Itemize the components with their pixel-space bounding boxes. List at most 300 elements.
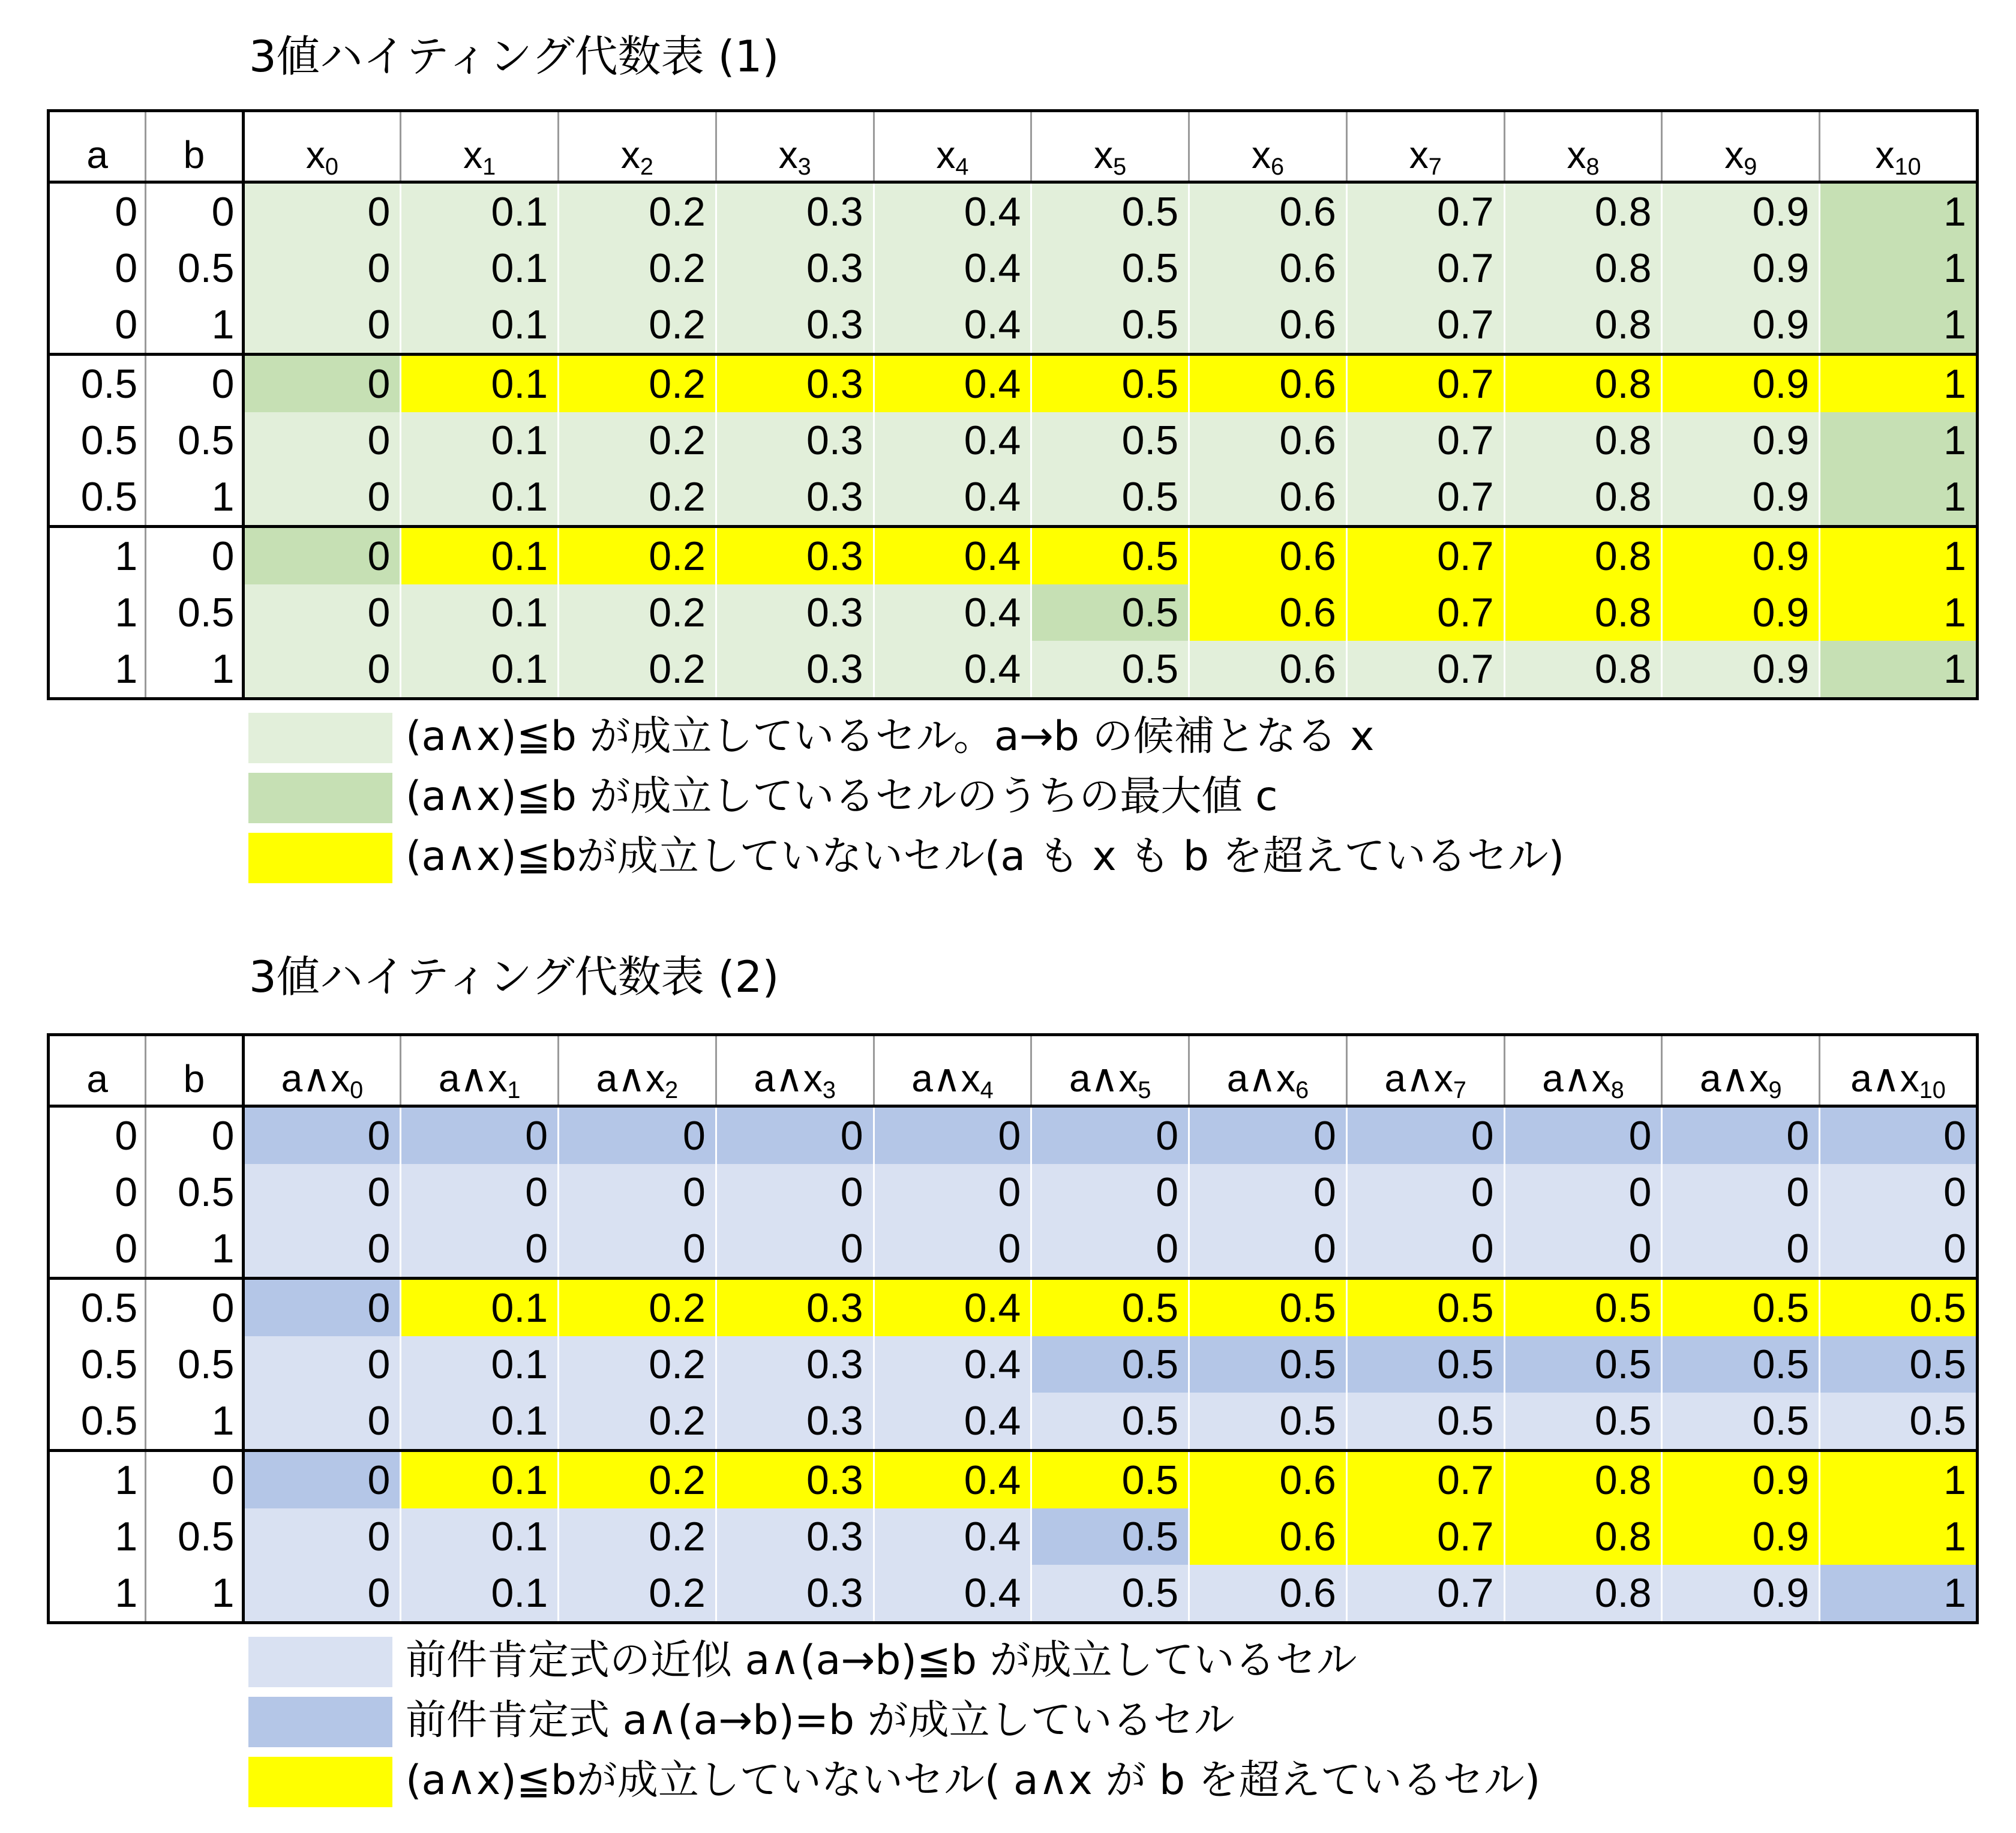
column-index: 8 <box>1586 154 1600 181</box>
value-cell: 0.3 <box>716 240 874 296</box>
table-row <box>49 1220 1978 1279</box>
column-index: 5 <box>1138 1077 1151 1104</box>
value-cell: 0.2 <box>559 527 716 585</box>
column-index: 7 <box>1428 154 1442 181</box>
cell-a: 0.5 <box>49 1336 146 1393</box>
cell-b: 0 <box>146 1106 243 1165</box>
value-cell: 0 <box>1662 1164 1820 1220</box>
table-row <box>49 1279 1978 1337</box>
value-cell: 0.8 <box>1504 182 1662 241</box>
column-prefix: a∧x <box>1700 1057 1769 1100</box>
cell-b: 0.5 <box>146 240 243 296</box>
legend-swatch <box>248 773 392 823</box>
value-cell: 0.5 <box>1031 1508 1189 1565</box>
column-header <box>1189 111 1347 182</box>
value-cell: 0.7 <box>1346 355 1504 413</box>
legend-text: (a∧x)≦bが成立していないセル(a も x も b を超えているセル) <box>406 833 1565 880</box>
value-cell: 0.8 <box>1504 412 1662 469</box>
value-cell: 0 <box>1820 1106 1978 1165</box>
column-prefix: x <box>463 133 483 176</box>
value-cell: 0.2 <box>559 1565 716 1623</box>
value-cell: 0.9 <box>1662 1565 1820 1623</box>
value-cell: 0 <box>401 1220 559 1279</box>
value-cell: 0.5 <box>1504 1279 1662 1337</box>
value-cell: 0.2 <box>559 240 716 296</box>
value-cell: 0.3 <box>716 1393 874 1451</box>
column-prefix: x <box>1251 133 1271 176</box>
value-cell: 0 <box>1820 1220 1978 1279</box>
value-cell: 0 <box>1189 1164 1347 1220</box>
legend-swatch <box>248 1757 392 1807</box>
column-index: 3 <box>797 154 811 181</box>
value-cell: 0 <box>243 527 401 585</box>
column-index: 10 <box>1919 1077 1946 1104</box>
column-header <box>1820 1035 1978 1106</box>
column-index: 3 <box>822 1077 836 1104</box>
value-cell: 0.5 <box>1031 296 1189 355</box>
table-row <box>49 1393 1978 1451</box>
table-row <box>49 1106 1978 1165</box>
column-index: 4 <box>980 1077 994 1104</box>
value-cell: 0.4 <box>874 1336 1031 1393</box>
value-cell: 0.8 <box>1504 469 1662 527</box>
value-cell: 0.8 <box>1504 584 1662 641</box>
value-cell: 0 <box>243 1279 401 1337</box>
value-cell: 0.8 <box>1504 527 1662 585</box>
value-cell: 0 <box>559 1220 716 1279</box>
column-header <box>1504 111 1662 182</box>
value-cell: 0.2 <box>559 641 716 699</box>
value-cell: 1 <box>1820 1508 1978 1565</box>
table-row <box>49 1565 1978 1623</box>
column-header <box>1504 1035 1662 1106</box>
heyting-table-2 <box>47 1033 1979 1624</box>
column-prefix: a∧x <box>911 1057 980 1100</box>
table-row <box>49 469 1978 527</box>
value-cell: 0.9 <box>1662 469 1820 527</box>
column-index: 1 <box>482 154 496 181</box>
column-prefix: x <box>1094 133 1114 176</box>
legend-text: (a∧x)≦b が成立しているセル。a→b の候補となる x <box>406 713 1375 760</box>
cell-a: 1 <box>49 584 146 641</box>
cell-b: 1 <box>146 296 243 355</box>
value-cell: 0.4 <box>874 469 1031 527</box>
value-cell: 1 <box>1820 240 1978 296</box>
value-cell: 0.4 <box>874 1279 1031 1337</box>
value-cell: 0 <box>1346 1106 1504 1165</box>
cell-b: 0 <box>146 1279 243 1337</box>
value-cell: 1 <box>1820 1451 1978 1509</box>
value-cell: 0 <box>243 469 401 527</box>
value-cell: 0 <box>1031 1164 1189 1220</box>
cell-b: 0.5 <box>146 1508 243 1565</box>
column-index: 0 <box>325 154 338 181</box>
value-cell: 0.4 <box>874 240 1031 296</box>
value-cell: 0.8 <box>1504 1565 1662 1623</box>
value-cell: 0.6 <box>1189 296 1347 355</box>
table-row <box>49 1508 1978 1565</box>
value-cell: 0 <box>243 412 401 469</box>
cell-a: 0.5 <box>49 1393 146 1451</box>
value-cell: 0.5 <box>1662 1336 1820 1393</box>
column-prefix: a∧x <box>596 1057 665 1100</box>
value-cell: 0 <box>1504 1220 1662 1279</box>
value-cell: 0.2 <box>559 1508 716 1565</box>
value-cell: 0 <box>401 1164 559 1220</box>
value-cell: 0.5 <box>1504 1336 1662 1393</box>
value-cell: 0.7 <box>1346 641 1504 699</box>
value-cell: 0.4 <box>874 1565 1031 1623</box>
cell-a: 1 <box>49 1508 146 1565</box>
value-cell: 0.5 <box>1031 1393 1189 1451</box>
legend-swatch <box>248 713 392 763</box>
value-cell: 0.7 <box>1346 1508 1504 1565</box>
column-prefix: a∧x <box>1069 1057 1138 1100</box>
value-cell: 1 <box>1820 469 1978 527</box>
column-header <box>1031 111 1189 182</box>
cell-b: 0 <box>146 527 243 585</box>
value-cell: 0.6 <box>1189 355 1347 413</box>
table-row <box>49 412 1978 469</box>
value-cell: 0.5 <box>1031 355 1189 413</box>
column-prefix: a∧x <box>1850 1057 1919 1100</box>
header-a: a <box>49 1035 146 1106</box>
cell-b: 0 <box>146 355 243 413</box>
value-cell: 0.4 <box>874 182 1031 241</box>
legend-swatch <box>248 833 392 883</box>
value-cell: 0.4 <box>874 584 1031 641</box>
value-cell: 0.5 <box>1031 1336 1189 1393</box>
value-cell: 0 <box>243 182 401 241</box>
value-cell: 0.2 <box>559 182 716 241</box>
value-cell: 0.4 <box>874 641 1031 699</box>
cell-a: 0 <box>49 1164 146 1220</box>
value-cell: 0 <box>243 240 401 296</box>
cell-b: 0.5 <box>146 1164 243 1220</box>
column-index: 6 <box>1295 1077 1309 1104</box>
value-cell: 0 <box>716 1164 874 1220</box>
value-cell: 0.9 <box>1662 412 1820 469</box>
value-cell: 0.1 <box>401 1393 559 1451</box>
header-a: a <box>49 111 146 182</box>
value-cell: 0.3 <box>716 1279 874 1337</box>
value-cell: 0.9 <box>1662 641 1820 699</box>
value-cell: 0 <box>874 1220 1031 1279</box>
value-cell: 0 <box>243 1451 401 1509</box>
value-cell: 0 <box>243 1393 401 1451</box>
table-row <box>49 1164 1978 1220</box>
value-cell: 0 <box>1189 1220 1347 1279</box>
column-prefix: x <box>620 133 640 176</box>
value-cell: 0.5 <box>1031 641 1189 699</box>
column-index: 10 <box>1894 154 1921 181</box>
value-cell: 0.4 <box>874 412 1031 469</box>
value-cell: 0 <box>1662 1106 1820 1165</box>
value-cell: 0.1 <box>401 1336 559 1393</box>
cell-b: 0.5 <box>146 1336 243 1393</box>
value-cell: 0.4 <box>874 296 1031 355</box>
cell-a: 0 <box>49 1220 146 1279</box>
value-cell: 0.9 <box>1662 1508 1820 1565</box>
header-b: b <box>146 111 243 182</box>
column-prefix: x <box>305 133 325 176</box>
column-header <box>1820 111 1978 182</box>
value-cell: 0.6 <box>1189 182 1347 241</box>
column-header <box>401 1035 559 1106</box>
value-cell: 0.3 <box>716 1451 874 1509</box>
value-cell: 0 <box>1346 1164 1504 1220</box>
value-cell: 0 <box>243 584 401 641</box>
value-cell: 0 <box>1662 1220 1820 1279</box>
column-header <box>716 111 874 182</box>
table-row <box>49 641 1978 699</box>
table-row <box>49 182 1978 241</box>
value-cell: 0.5 <box>1031 1451 1189 1509</box>
value-cell: 0.5 <box>1031 1279 1189 1337</box>
value-cell: 0.1 <box>401 1279 559 1337</box>
value-cell: 0 <box>1346 1220 1504 1279</box>
value-cell: 0.6 <box>1189 1508 1347 1565</box>
value-cell: 0.1 <box>401 641 559 699</box>
column-prefix: a∧x <box>1542 1057 1611 1100</box>
cell-b: 1 <box>146 1565 243 1623</box>
column-prefix: x <box>1567 133 1586 176</box>
value-cell: 0.1 <box>401 1508 559 1565</box>
column-index: 7 <box>1453 1077 1466 1104</box>
column-index: 8 <box>1610 1077 1624 1104</box>
table-row <box>49 240 1978 296</box>
value-cell: 0.7 <box>1346 469 1504 527</box>
value-cell: 1 <box>1820 296 1978 355</box>
value-cell: 0.9 <box>1662 527 1820 585</box>
cell-a: 0.5 <box>49 1279 146 1337</box>
value-cell: 1 <box>1820 1565 1978 1623</box>
column-prefix: a∧x <box>438 1057 508 1100</box>
value-cell: 0.3 <box>716 355 874 413</box>
value-cell: 0.2 <box>559 584 716 641</box>
legend-text: 前件肯定式の近似 a∧(a→b)≦b が成立しているセル <box>406 1637 1357 1684</box>
value-cell: 0.5 <box>1031 412 1189 469</box>
value-cell: 1 <box>1820 641 1978 699</box>
value-cell: 0 <box>243 1336 401 1393</box>
legend-text: 前件肯定式 a∧(a→b)=b が成立しているセル <box>406 1697 1235 1744</box>
value-cell: 0.9 <box>1662 240 1820 296</box>
value-cell: 0.5 <box>1031 527 1189 585</box>
value-cell: 0 <box>559 1106 716 1165</box>
column-prefix: x <box>936 133 956 176</box>
value-cell: 0.7 <box>1346 527 1504 585</box>
table2-title: 3値ハイティング代数表 (2) <box>249 952 779 1002</box>
value-cell: 0.3 <box>716 296 874 355</box>
value-cell: 0.1 <box>401 412 559 469</box>
value-cell: 0.3 <box>716 412 874 469</box>
value-cell: 0 <box>559 1164 716 1220</box>
value-cell: 0.9 <box>1662 584 1820 641</box>
value-cell: 0.5 <box>1820 1279 1978 1337</box>
column-header <box>716 1035 874 1106</box>
cell-a: 0 <box>49 296 146 355</box>
column-index: 9 <box>1744 154 1757 181</box>
legend-text: (a∧x)≦bが成立していないセル( a∧x が b を超えているセル) <box>406 1757 1541 1804</box>
value-cell: 0.4 <box>874 1393 1031 1451</box>
value-cell: 0 <box>243 1508 401 1565</box>
value-cell: 0.1 <box>401 1451 559 1509</box>
cell-b: 1 <box>146 469 243 527</box>
value-cell: 0.7 <box>1346 182 1504 241</box>
value-cell: 1 <box>1820 584 1978 641</box>
value-cell: 0.5 <box>1346 1393 1504 1451</box>
value-cell: 0.1 <box>401 469 559 527</box>
column-index: 1 <box>507 1077 521 1104</box>
value-cell: 0 <box>874 1164 1031 1220</box>
value-cell: 1 <box>1820 355 1978 413</box>
value-cell: 0 <box>243 1106 401 1165</box>
column-header <box>243 111 401 182</box>
value-cell: 0.6 <box>1189 641 1347 699</box>
cell-b: 1 <box>146 641 243 699</box>
value-cell: 0.7 <box>1346 296 1504 355</box>
value-cell: 0.1 <box>401 527 559 585</box>
value-cell: 0.5 <box>1189 1279 1347 1337</box>
column-header <box>874 1035 1031 1106</box>
value-cell: 0.5 <box>1820 1393 1978 1451</box>
value-cell: 0 <box>243 1220 401 1279</box>
value-cell: 0 <box>243 296 401 355</box>
legend-text: (a∧x)≦b が成立しているセルのうちの最大値 c <box>406 773 1278 820</box>
column-prefix: a∧x <box>281 1057 350 1100</box>
cell-a: 0.5 <box>49 412 146 469</box>
column-prefix: a∧x <box>1226 1057 1296 1100</box>
value-cell: 0.1 <box>401 1565 559 1623</box>
column-index: 4 <box>955 154 969 181</box>
value-cell: 0 <box>243 641 401 699</box>
header-b: b <box>146 1035 243 1106</box>
value-cell: 1 <box>1820 527 1978 585</box>
column-header <box>243 1035 401 1106</box>
value-cell: 0.9 <box>1662 355 1820 413</box>
value-cell: 0.3 <box>716 182 874 241</box>
value-cell: 0.2 <box>559 1336 716 1393</box>
value-cell: 0 <box>1189 1106 1347 1165</box>
value-cell: 0.4 <box>874 1508 1031 1565</box>
cell-a: 0.5 <box>49 355 146 413</box>
value-cell: 0.5 <box>1662 1279 1820 1337</box>
value-cell: 0.8 <box>1504 1451 1662 1509</box>
value-cell: 0.2 <box>559 355 716 413</box>
column-header <box>874 111 1031 182</box>
column-prefix: x <box>778 133 798 176</box>
value-cell: 0 <box>1031 1220 1189 1279</box>
value-cell: 0.3 <box>716 584 874 641</box>
value-cell: 0.1 <box>401 355 559 413</box>
value-cell: 0.6 <box>1189 240 1347 296</box>
value-cell: 0.3 <box>716 1336 874 1393</box>
value-cell: 1 <box>1820 182 1978 241</box>
value-cell: 0 <box>401 1106 559 1165</box>
value-cell: 0.5 <box>1346 1336 1504 1393</box>
value-cell: 0.6 <box>1189 527 1347 585</box>
legend-swatch <box>248 1637 392 1687</box>
value-cell: 0 <box>716 1220 874 1279</box>
legend-swatch <box>248 1697 392 1747</box>
column-index: 2 <box>640 154 653 181</box>
table-row <box>49 1336 1978 1393</box>
value-cell: 0.6 <box>1189 469 1347 527</box>
cell-a: 1 <box>49 1451 146 1509</box>
value-cell: 0.5 <box>1189 1336 1347 1393</box>
column-prefix: x <box>1875 133 1895 176</box>
column-prefix: a∧x <box>754 1057 823 1100</box>
value-cell: 0.2 <box>559 1451 716 1509</box>
cell-b: 1 <box>146 1393 243 1451</box>
cell-a: 0 <box>49 182 146 241</box>
value-cell: 0.7 <box>1346 584 1504 641</box>
value-cell: 0 <box>1504 1164 1662 1220</box>
value-cell: 0.7 <box>1346 240 1504 296</box>
value-cell: 0 <box>874 1106 1031 1165</box>
table-row <box>49 1451 1978 1509</box>
value-cell: 0.1 <box>401 296 559 355</box>
value-cell: 0.5 <box>1031 584 1189 641</box>
column-header <box>559 111 716 182</box>
value-cell: 0.2 <box>559 469 716 527</box>
value-cell: 0 <box>243 1565 401 1623</box>
column-header <box>1031 1035 1189 1106</box>
column-header <box>559 1035 716 1106</box>
table1-title: 3値ハイティング代数表 (1) <box>249 31 779 82</box>
column-index: 6 <box>1270 154 1285 181</box>
value-cell: 0.5 <box>1031 1565 1189 1623</box>
cell-b: 0.5 <box>146 584 243 641</box>
value-cell: 0.4 <box>874 527 1031 585</box>
value-cell: 0.6 <box>1189 1451 1347 1509</box>
cell-a: 0 <box>49 240 146 296</box>
value-cell: 0.8 <box>1504 1508 1662 1565</box>
value-cell: 0.3 <box>716 469 874 527</box>
column-header <box>1346 111 1504 182</box>
value-cell: 0 <box>243 355 401 413</box>
value-cell: 0.5 <box>1031 469 1189 527</box>
cell-b: 0 <box>146 1451 243 1509</box>
value-cell: 0.4 <box>874 355 1031 413</box>
value-cell: 0.8 <box>1504 240 1662 296</box>
cell-b: 0 <box>146 182 243 241</box>
value-cell: 0.7 <box>1346 1451 1504 1509</box>
cell-b: 1 <box>146 1220 243 1279</box>
value-cell: 0.2 <box>559 1279 716 1337</box>
value-cell: 0.8 <box>1504 355 1662 413</box>
value-cell: 0.5 <box>1504 1393 1662 1451</box>
value-cell: 0.1 <box>401 182 559 241</box>
column-header <box>1662 111 1820 182</box>
value-cell: 0.4 <box>874 1451 1031 1509</box>
heyting-table-1 <box>47 109 1979 700</box>
column-index: 9 <box>1768 1077 1782 1104</box>
value-cell: 0.7 <box>1346 1565 1504 1623</box>
value-cell: 0.5 <box>1662 1393 1820 1451</box>
value-cell: 1 <box>1820 412 1978 469</box>
value-cell: 0 <box>243 1164 401 1220</box>
table-row <box>49 527 1978 585</box>
value-cell: 0.7 <box>1346 412 1504 469</box>
table-row <box>49 584 1978 641</box>
value-cell: 0.2 <box>559 1393 716 1451</box>
value-cell: 0.9 <box>1662 296 1820 355</box>
cell-b: 0.5 <box>146 412 243 469</box>
column-prefix: a∧x <box>1384 1057 1453 1100</box>
value-cell: 0.3 <box>716 641 874 699</box>
value-cell: 0 <box>716 1106 874 1165</box>
